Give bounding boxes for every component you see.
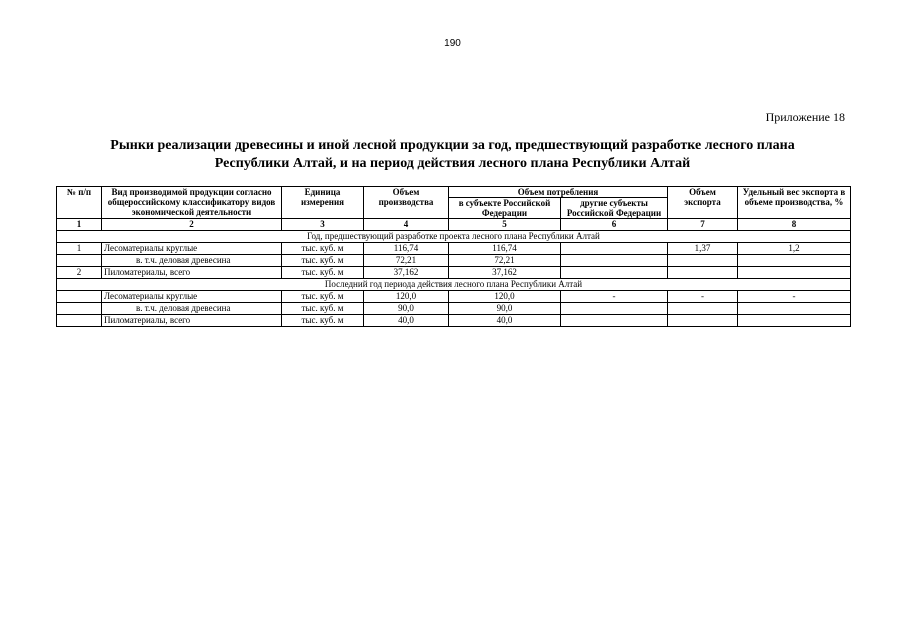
column-number: 5	[449, 219, 561, 231]
product-name: в. т.ч. деловая древесина	[102, 255, 282, 267]
column-number: 7	[668, 219, 738, 231]
row-number: 2	[57, 267, 102, 279]
production-cell: 37,162	[364, 267, 449, 279]
document-title	[40, 137, 865, 173]
export-share-cell	[738, 267, 851, 279]
header-export: Объем экспорта	[668, 187, 738, 219]
section-title: Последний год периода действия лесного плана Республики Алтай	[57, 279, 851, 291]
row-number	[57, 291, 102, 303]
column-number: 6	[561, 219, 668, 231]
export-share-cell	[738, 303, 851, 315]
product-name: Лесоматериалы круглые	[102, 243, 282, 255]
production-cell: 72,21	[364, 255, 449, 267]
export-share-cell: 1,2	[738, 243, 851, 255]
export-cell	[668, 303, 738, 315]
header-consumption-other: другие субъекты Российской Федерации	[561, 198, 668, 219]
product-name: Пиломатериалы, всего	[102, 315, 282, 327]
column-number: 8	[738, 219, 851, 231]
unit-cell: тыс. куб. м	[282, 315, 364, 327]
column-number: 1	[57, 219, 102, 231]
consumption-subject-cell: 37,162	[449, 267, 561, 279]
consumption-other-cell	[561, 303, 668, 315]
consumption-subject-cell: 116,74	[449, 243, 561, 255]
production-cell: 120,0	[364, 291, 449, 303]
header-production: Объем производства	[364, 187, 449, 219]
table-row	[57, 267, 851, 279]
export-cell	[668, 315, 738, 327]
page-number: 190	[444, 38, 461, 49]
header-consumption-subject: в субъекте Российской Федерации	[449, 198, 561, 219]
consumption-other-cell	[561, 243, 668, 255]
consumption-subject-cell: 120,0	[449, 291, 561, 303]
table-row	[57, 303, 851, 315]
unit-cell: тыс. куб. м	[282, 303, 364, 315]
table-row	[57, 243, 851, 255]
unit-cell: тыс. куб. м	[282, 291, 364, 303]
consumption-other-cell: -	[561, 291, 668, 303]
consumption-subject-cell: 72,21	[449, 255, 561, 267]
row-number: 1	[57, 243, 102, 255]
export-share-cell: -	[738, 291, 851, 303]
product-name: Лесоматериалы круглые	[102, 291, 282, 303]
row-number	[57, 315, 102, 327]
header-export-share: Удельный вес экспорта в объеме производства, %	[738, 187, 851, 219]
column-number: 4	[364, 219, 449, 231]
header-row-1	[57, 187, 851, 198]
header-consumption: Объем потребления	[449, 187, 668, 198]
table-row	[57, 315, 851, 327]
row-number	[57, 303, 102, 315]
title-line-1: Рынки реализации древесины и иной лесной продукции за год, предшествующий разработке лесного плана	[110, 138, 795, 153]
header-unit: Единица измерения	[282, 187, 364, 219]
unit-cell: тыс. куб. м	[282, 267, 364, 279]
table-row	[57, 291, 851, 303]
consumption-other-cell	[561, 267, 668, 279]
section-header-row	[57, 231, 851, 243]
section-title: Год, предшествующий разработке проекта лесного плана Республики Алтай	[57, 231, 851, 243]
header-number: № п/п	[57, 187, 102, 219]
consumption-subject-cell: 40,0	[449, 315, 561, 327]
column-number: 2	[102, 219, 282, 231]
export-cell	[668, 267, 738, 279]
markets-table	[56, 186, 851, 327]
consumption-other-cell	[561, 315, 668, 327]
row-number	[57, 255, 102, 267]
section-header-row	[57, 279, 851, 291]
title-line-2: Республики Алтай, и на период действия лесного плана Республики Алтай	[214, 156, 691, 171]
production-cell: 116,74	[364, 243, 449, 255]
appendix-label: Приложение 18	[765, 110, 845, 124]
header-product: Вид производимой продукции согласно общероссийскому классификатору видов экономической деятельности	[102, 187, 282, 219]
column-number: 3	[282, 219, 364, 231]
consumption-other-cell	[561, 255, 668, 267]
export-share-cell	[738, 315, 851, 327]
unit-cell: тыс. куб. м	[282, 243, 364, 255]
unit-cell: тыс. куб. м	[282, 255, 364, 267]
column-numbers-row	[57, 219, 851, 231]
product-name: в. т.ч. деловая древесина	[102, 303, 282, 315]
table-row	[57, 255, 851, 267]
export-cell: 1,37	[668, 243, 738, 255]
export-cell	[668, 255, 738, 267]
production-cell: 90,0	[364, 303, 449, 315]
export-cell: -	[668, 291, 738, 303]
export-share-cell	[738, 255, 851, 267]
product-name: Пиломатериалы, всего	[102, 267, 282, 279]
consumption-subject-cell: 90,0	[449, 303, 561, 315]
production-cell: 40,0	[364, 315, 449, 327]
